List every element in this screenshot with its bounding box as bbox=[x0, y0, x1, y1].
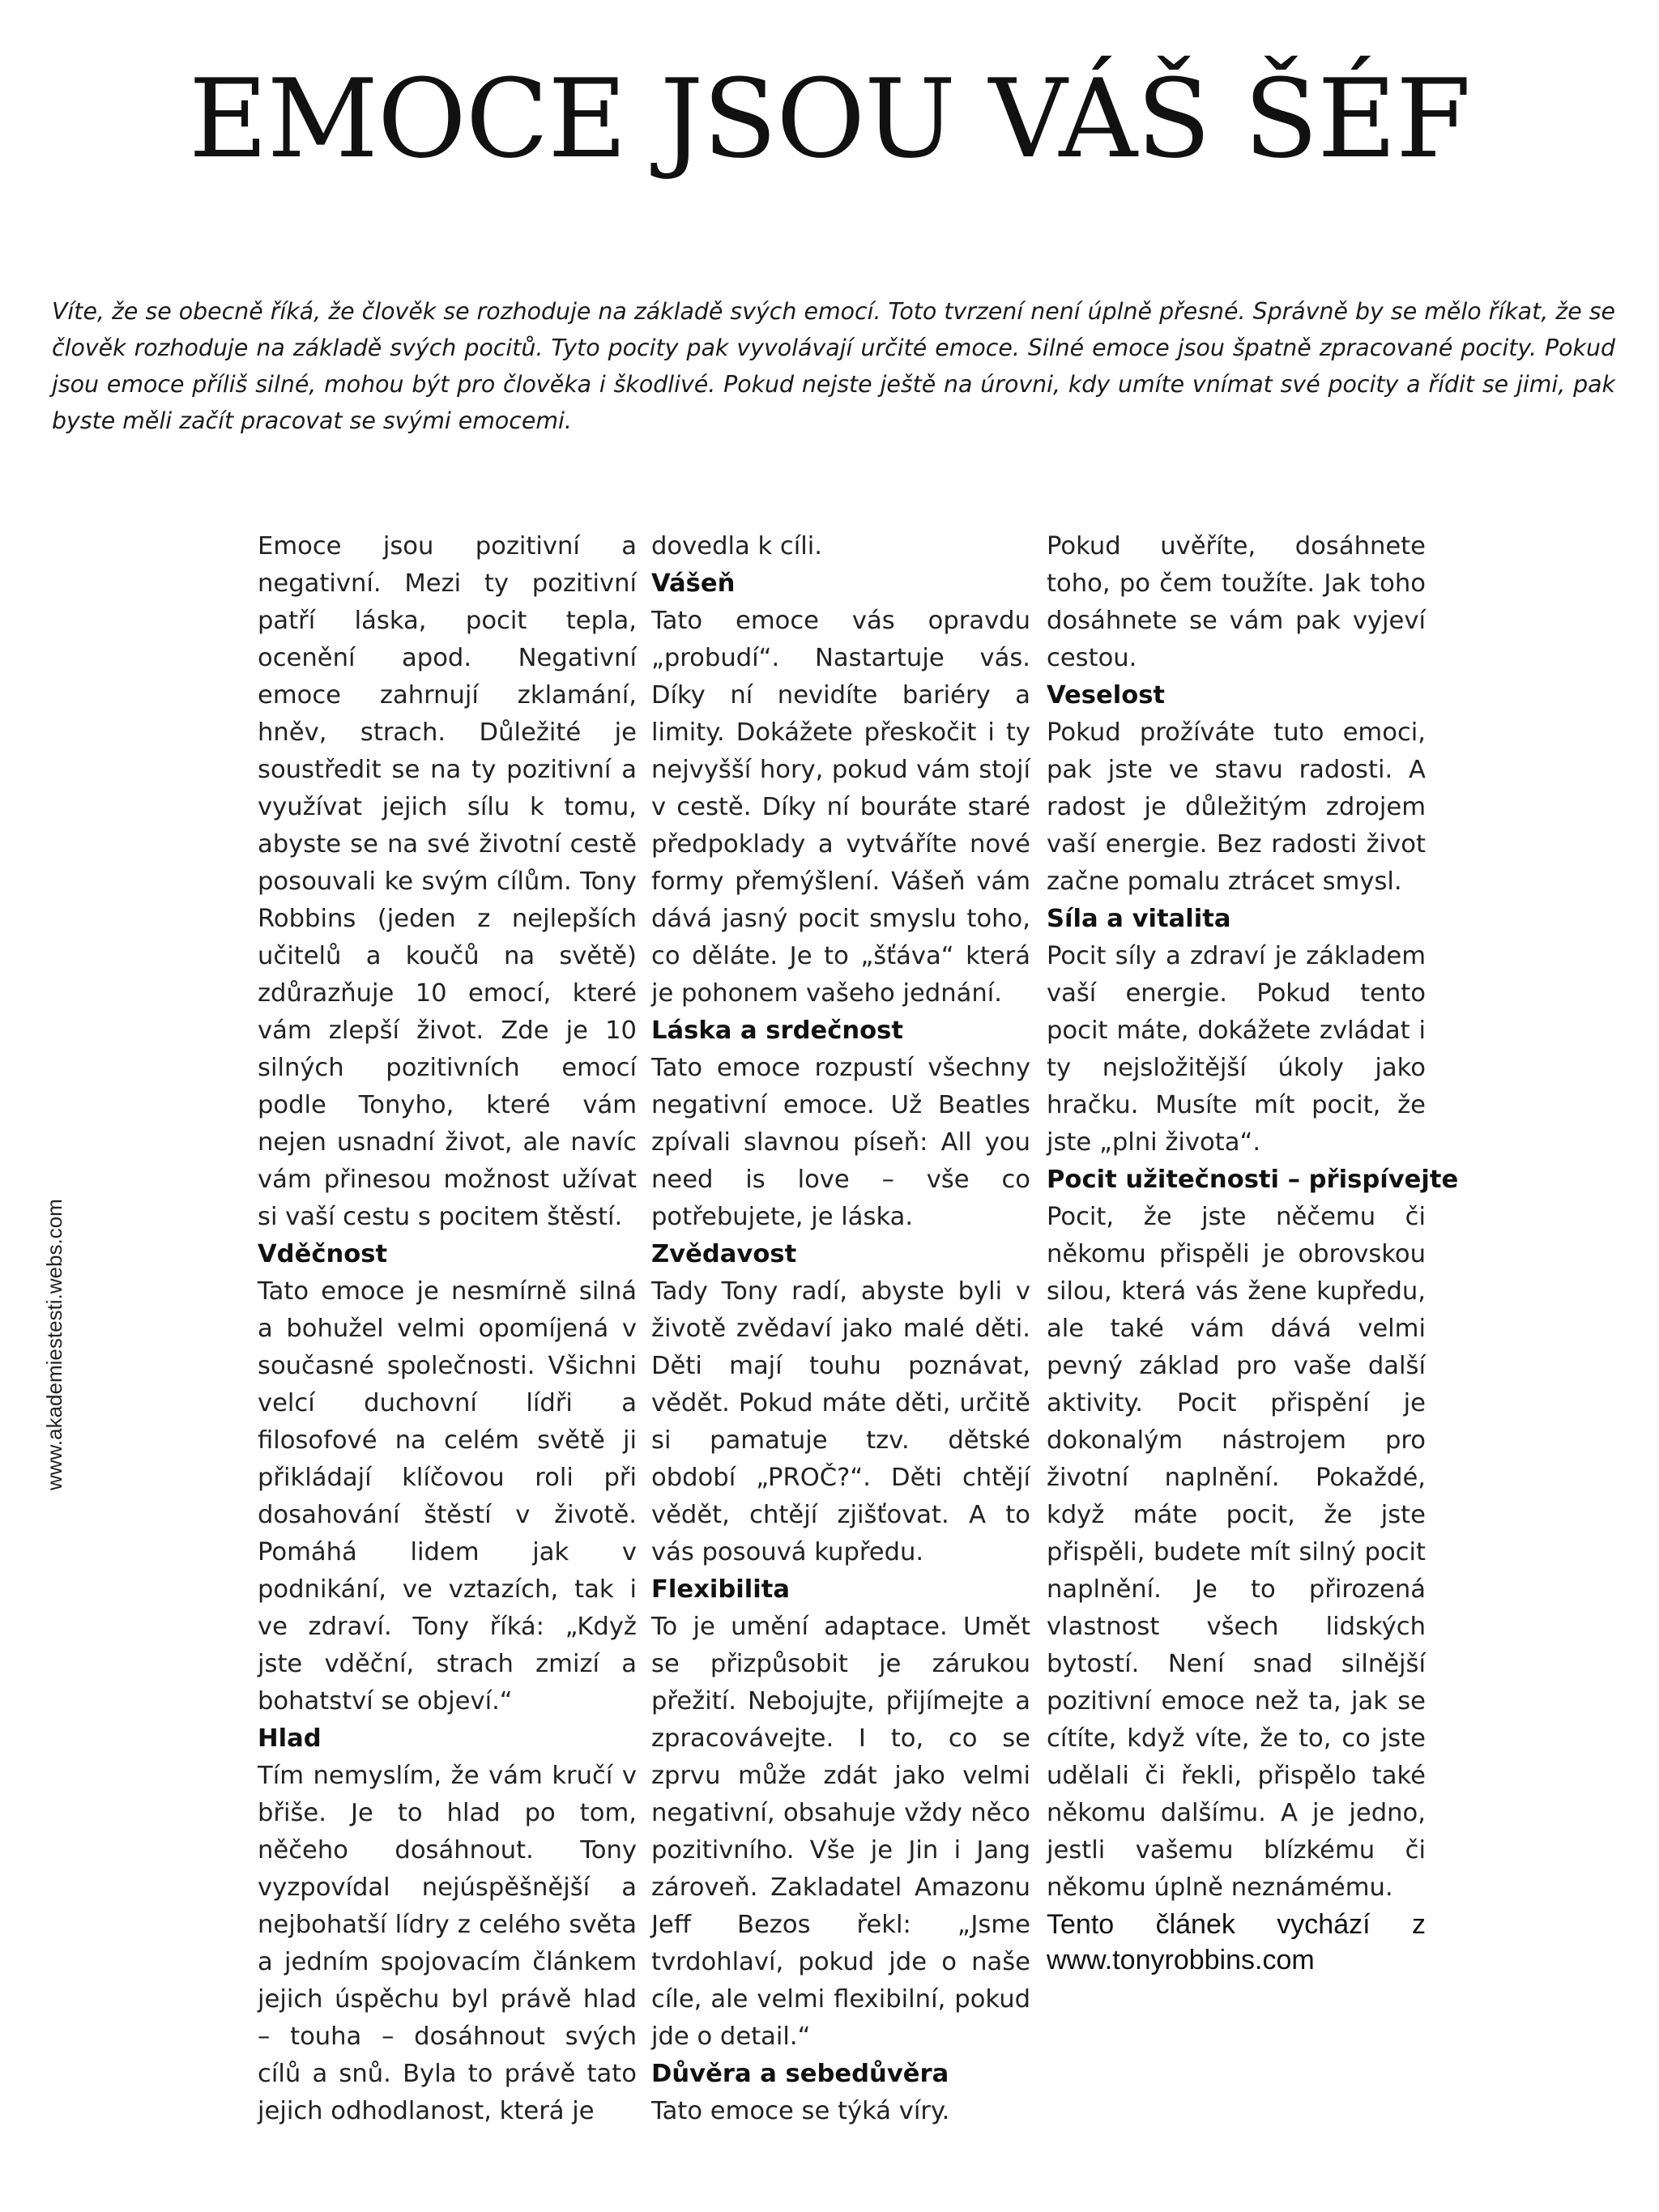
heading-flexibilita: Flexibilita bbox=[651, 1575, 790, 1604]
article-column-2 bbox=[651, 528, 1030, 2130]
article-column-1 bbox=[258, 528, 637, 2130]
page-title: EMOCE JSOU VÁŠ ŠÉF bbox=[188, 56, 1471, 182]
paragraph-duvera-continued: Pokud uvěříte, dosáhnete toho, po čem toužíte. Jak toho dosáhnete se vám pak vyjeví cestou. bbox=[1047, 532, 1426, 672]
paragraph-sila: Pocit síly a zdraví je základem vaší energie. Pokud tento pocit máte, dokážete zvládat i ty nejsložitější úkoly jako hračku. Musíte mít pocit, že jste „plni života“. bbox=[1047, 942, 1426, 1157]
heading-hlad: Hlad bbox=[258, 1724, 322, 1753]
paragraph-hlad: Tím nemyslím, že vám kručí v břiše. Je to hlad po tom, něčeho dosáhnout. Tony vyzpovídal nejúspěšnější a nejbohatší lídry z celého světa a jedním spojovacím článkem jejich úspěchu byl právě hlad – touha – dosáhnout svých cílů a snů. Byla to právě tato jejich odhodlanost, která je bbox=[258, 1762, 637, 2125]
paragraph-flexibilita: To je umění adaptace. Umět se přizpůsobit je zárukou přežití. Nebojujte, přijímejte a zpracovávejte. I to, co se zprvu může zdát jako velmi negativní, obsahuje vždy něco pozitivního. Vše je Jin i Jang zároveň. Zakladatel Amazonu Jeff Bezos řekl: „Jsme tvrdohlaví, pokud jde o naše cíle, ale velmi flexibilní, pokud jde o detail.“ bbox=[651, 1613, 1030, 2051]
paragraph-duvera: Tato emoce se týká víry. bbox=[651, 2097, 950, 2125]
source-note: Tento článek vychází z www.tonyrobbins.com bbox=[1047, 1909, 1426, 1975]
heading-veselost: Veselost bbox=[1047, 681, 1166, 710]
paragraph-hlad-continued: dovedla k cíli. bbox=[651, 532, 822, 560]
heading-zvedavost: Zvědavost bbox=[651, 1240, 797, 1268]
paragraph-zvedavost: Tady Tony radí, abyste byli v životě zvědaví jako malé děti. Děti mají touhu poznávat, vědět. Pokud máte děti, určitě si pamatuje tzv. dětské období „PROČ?“. Děti chtějí vědět, chtějí zjišťovat. A to vás posouvá kupředu. bbox=[651, 1277, 1030, 1566]
intro-paragraph: Víte, že se obecně říká, že člověk se rozhoduje na základě svých emocí. Toto tvrzení není úplně přesné. Správně by se mělo říkat, že se člověk rozhoduje na základě svých pocitů. Tyto pocity pak vyvolávají určité emoce. Silné emoce jsou špatně zpracované pocity. Pokud jsou emoce příliš silné, mohou být pro člověka i škodlivé. Pokud nejste ještě na úrovni, kdy umíte vnímat své pocity a řídit se jimi, pak byste měli začít pracovat se svými emocemi. bbox=[52, 298, 1615, 434]
paragraph-laska: Tato emoce rozpustí všechny negativní emoce. Už Beatles zpívali slavnou píseň: All you need is love – vše co potřebujete, je láska. bbox=[651, 1054, 1030, 1231]
article-column-3 bbox=[1047, 528, 1459, 1978]
paragraph-vdecnost: Tato emoce je nesmírně silná a bohužel velmi opomíjená v současné společnosti. Všichni velcí duchovní lídři a filosofové na celém světě ji přikládají klíčovou roli při dosahování štěstí v životě. Pomáhá lidem jak v podnikání, ve vztazích, tak i ve zdraví. Tony říká: „Když jste vděční, strach zmizí a bohatství se objeví.“ bbox=[258, 1277, 637, 1715]
paragraph-uzitecnost: Pocit, že jste něčemu či někomu přispěli je obrovskou silou, která vás žene kupředu, ale také vám dává velmi pevný základ pro vaše další aktivity. Pocit přispění je dokonalým nástrojem pro životní naplnění. Pokaždé, když máte pocit, že jste přispěli, budete mít silný pocit naplnění. Je to přirozená vlastnost všech lidských bytostí. Není snad silnější pozitivní emoce než ta, jak se cítíte, když víte, že to, co jste udělali či řekli, přispělo také někomu dalšímu. A je jedno, jestli vašemu blízkému či někomu úplně neznámému. bbox=[1047, 1203, 1426, 1902]
paragraph-veselost: Pokud prožíváte tuto emoci, pak jste ve stavu radosti. A radost je důležitým zdrojem vaší energie. Bez radosti život začne pomalu ztrácet smysl. bbox=[1047, 718, 1426, 896]
heading-vdecnost: Vděčnost bbox=[258, 1240, 388, 1268]
heading-laska: Láska a srdečnost bbox=[651, 1016, 904, 1045]
heading-uzitecnost: Pocit užitečnosti – přispívejte bbox=[1047, 1166, 1459, 1194]
paragraph-emotions-overview: Emoce jsou pozitivní a negativní. Mezi ty pozitivní patří láska, pocit tepla, ocenění apod. Negativní emoce zahrnují zklamání, hněv, strach. Důležité je soustředit se na ty pozitivní a využívat jejich sílu k tomu, abyste se na své životní cestě posouvali ke svým cílům. Tony Robbins (jeden z nejlepších učitelů a koučů na světě) zdůrazňuje 10 emocí, které vám zlepší život. Zde je 10 silných pozitivních emocí podle Tonyho, které vám nejen usnadní život, ale navíc vám přinesou možnost užívat si vaší cestu s pocitem štěstí. bbox=[258, 532, 637, 1231]
heading-sila: Síla a vitalita bbox=[1047, 905, 1231, 933]
side-url-watermark: www.akademiestesti.webs.com bbox=[42, 1199, 66, 1490]
paragraph-vasen: Tato emoce vás opravdu „probudí“. Nastartuje vás. Díky ní nevidíte bariéry a limity. Dokážete přeskočit i ty nejvyšší hory, pokud vám stojí v cestě. Díky ní bouráte staré předpoklady a vytváříte nové formy přemýšlení. Vášeň vám dává jasný pocit smyslu toho, co děláte. Je to „šťáva“ která je pohonem vašeho jednání. bbox=[651, 607, 1030, 1008]
heading-vasen: Vášeň bbox=[651, 569, 736, 598]
heading-duvera: Důvěra a sebedůvěra bbox=[651, 2060, 949, 2088]
